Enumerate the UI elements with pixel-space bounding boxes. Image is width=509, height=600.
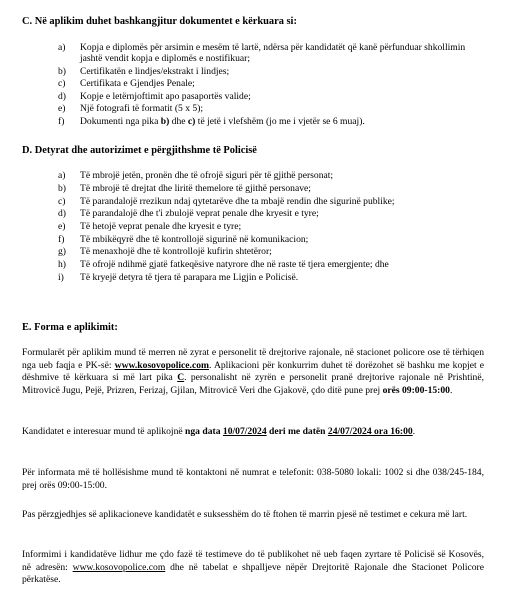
list-item-text: Të mbikëqyrë dhe të kontrollojë sigurinë në komunikacion; (80, 234, 309, 245)
selection-paragraph: Pas përzgjedhjes së aplikacioneve kandidatët e suksesshëm do të ftohen të marrin pjesë në testimet e cekura më lart. (22, 509, 468, 520)
list-item-letter: d) (58, 208, 66, 219)
list-item-text: Të parandalojë rrezikun ndaj qytetarëve dhe ta mbajë rendin dhe sigurinë publike; (80, 196, 395, 207)
website-link[interactable]: www.kosovopolice.com (72, 561, 166, 573)
section-d-heading: D. Detyrat dhe autorizimet e përgjithshme të Policisë (22, 145, 257, 156)
section-e-heading: E. Forma e aplikimit: (22, 322, 118, 333)
list-item-letter: f) (58, 116, 65, 127)
information-paragraph: Informimi i kandidatëve lidhur me çdo fazë të testimeve do të publikohet në ueb faqen zyrtare të Policisë së Kosovës, në adresën: www.kosovopolice.com dhe në tabelat e shpalljeve nëpër Drejtoritë Rajonale dhe Stacionet Policore përkatëse. (22, 549, 484, 586)
list-item-letter: b) (58, 183, 66, 194)
list-item-text: Të mbrojë jetën, pronën dhe të ofrojë siguri për të gjithë personat; (80, 170, 334, 181)
list-item-text: Të parandalojë dhe t'i zbulojë veprat penale dhe kryesit e tyre; (80, 208, 319, 219)
list-item-letter: i) (58, 272, 64, 283)
list-item-text: Kopje e letërnjoftimit apo pasaportës valide; (80, 91, 251, 102)
list-item-text: Certifikatën e lindjes/ekstrakt i lindjes; (80, 66, 230, 77)
list-item-text: Të mbrojë të drejtat dhe liritë themelore të gjithë personave; (80, 183, 311, 194)
list-item-letter: c) (58, 196, 66, 207)
list-item-letter: e) (58, 221, 66, 232)
list-item-letter: a) (58, 42, 66, 53)
application-forms-paragraph: Formularët për aplikim mund të merren në zyrat e personelit të drejtorive rajonale, në stacionet policore ose të tërhiqen nga ueb faqja e PK-së: www.kosovopolice.com. Aplikacioni për konkurrim duhet të dorëzohet së bashku me kopjet e dëshmive të kërkuara si më lart pika C. personalisht në zyrën e personelit pranë drejtorive rajonale në Prishtinë, Mitrovicë Jugu, Pejë, Prizren, Ferizaj, Gjilan, Mitrovicë Veri dhe Gjakovë, çdo ditë pune prej orës 09:00-15:00. (22, 347, 484, 396)
list-item-text: Certifikata e Gjendjes Penale; (80, 78, 195, 89)
list-item-text: Dokumenti nga pika b) dhe c) të jetë i vlefshëm (jo me i vjetër se 6 muaj). (80, 116, 365, 127)
section-c-heading: C. Në aplikim duhet bashkangjitur dokumentet e kërkuara si: (22, 16, 297, 27)
application-dates-paragraph: Kandidatet e interesuar mund të aplikojnë nga data 10/07/2024 deri me datën 24/07/2024 ora 16:00. (22, 426, 416, 437)
list-item-text: Të kryejë detyra të tjera të parapara me Ligjin e Policisë. (80, 272, 299, 283)
website-link[interactable]: www.kosovopolice.com (114, 359, 209, 371)
list-item-letter: b) (58, 66, 66, 77)
list-item-text: Të menaxhojë dhe të kontrollojë kufirin shtetëror; (80, 246, 272, 257)
list-item-text: Të hetojë veprat penale dhe kryesit e tyre; (80, 221, 242, 232)
list-item-letter: g) (58, 246, 66, 257)
list-item-letter: e) (58, 103, 66, 114)
list-item-letter: c) (58, 78, 66, 89)
list-item-letter: h) (58, 259, 66, 270)
list-item-letter: f) (58, 234, 65, 245)
list-item-text: Kopja e diplomës për arsimin e mesëm të lartë, ndërsa për kandidatët që kanë përfunduar shkollimin jashtë vendit kopja e diplomës e nostifikuar; (80, 42, 466, 64)
list-item-letter: a) (58, 170, 66, 181)
list-item-text: Një fotografi të formatit (5 x 5); (80, 103, 204, 114)
contact-paragraph: Për informata më të hollësishme mund të kontaktoni në numrat e telefonit: 038-5080 lokali: 1002 si dhe 038/245-184, prej orës 09:00-15:00. (22, 467, 484, 491)
list-item-text: Të ofrojë ndihmë gjatë fatkeqësive natyrore dhe në raste të tjera emergjente; dhe (80, 259, 389, 270)
list-item-letter: d) (58, 91, 66, 102)
